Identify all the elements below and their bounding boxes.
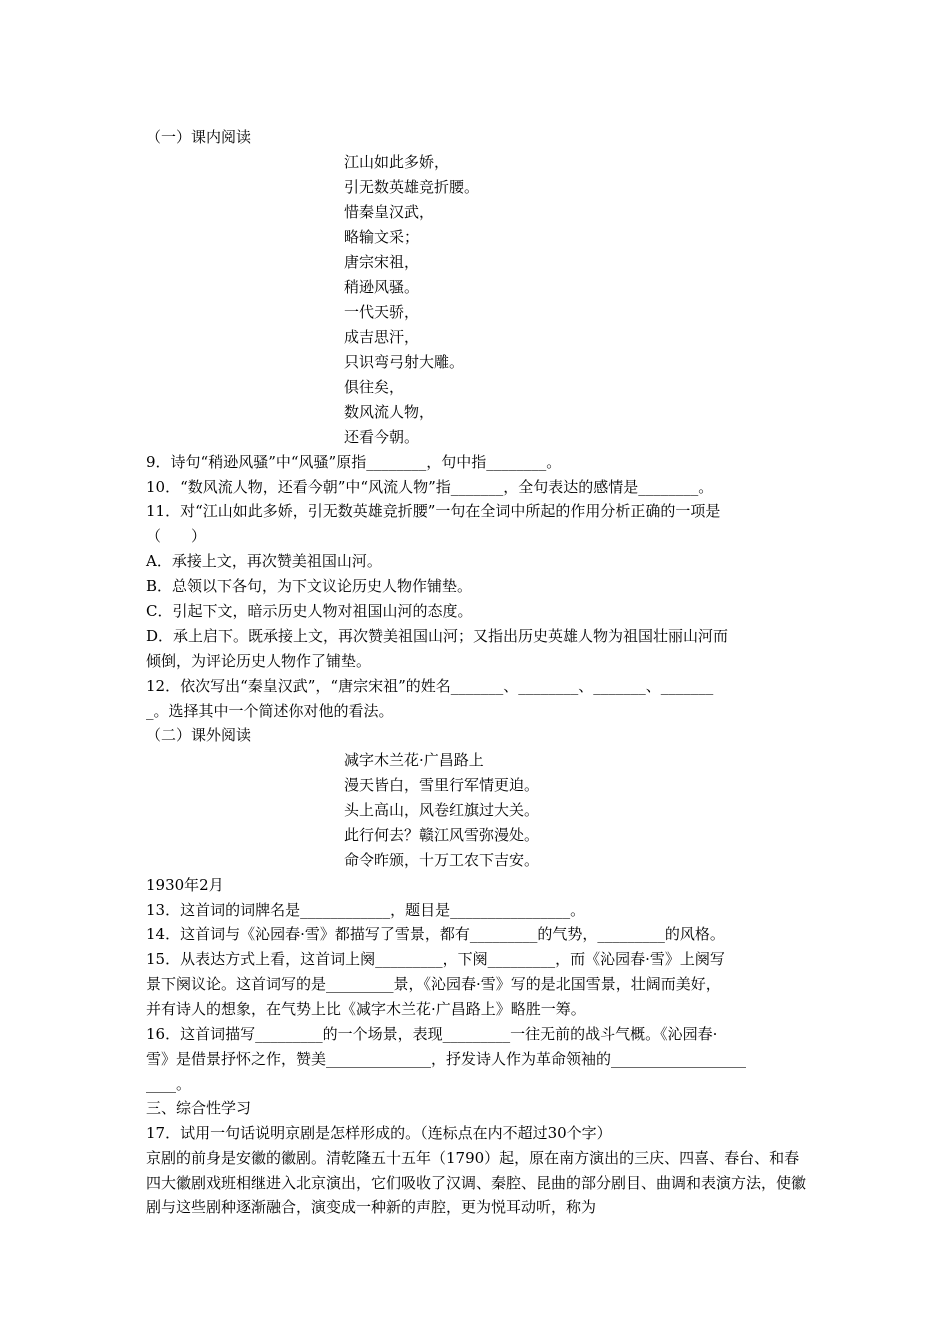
poem-line: 只识弯弓射大雕。: [344, 353, 465, 371]
question-15: 15．从表达方式上看，这首词上阕_________，下阕_________，而《沁园春·雪》上阕写: [146, 950, 725, 968]
poem-line: 俱往矣，: [344, 378, 405, 396]
question-16: 16．这首词描写_________的一个场景，表现_________一往无前的战斗气概。《沁园春·: [146, 1025, 718, 1043]
question-15-cont: 景下阕议论。这首词写的是_________景，《沁园春·雪》写的是北国雪景，壮阔而美好，: [146, 975, 721, 993]
question-14: 14．这首词与《沁园春·雪》都描写了雪景，都有_________的气势，_________的风格。: [146, 925, 725, 943]
poem-line: 此行何去？赣江风雪弥漫处。: [344, 826, 540, 844]
option-b: B．总领以下各句，为下文议论历史人物作铺垫。: [146, 577, 473, 595]
option-a: A．承接上文，再次赞美祖国山河。: [146, 552, 382, 570]
poem-line: 还看今朝。: [344, 428, 420, 446]
question-11-stem: 11．对“江山如此多娇，引无数英雄竞折腰”一句在全词中所起的作用分析正确的一项是: [146, 502, 721, 520]
section-heading: （二）课外阅读: [146, 726, 252, 744]
poem-line: 成吉思汗，: [344, 328, 420, 346]
question-17: 17．试用一句话说明京剧是怎样形成的。（连标点在内不超过30个字）: [146, 1124, 612, 1142]
question-15-cont: 并有诗人的想象，在气势上比《减字木兰花·广昌路上》略胜一筹。: [146, 1000, 586, 1018]
question-16-cont: ____。: [146, 1075, 192, 1093]
question-16-cont: 雪》是借景抒怀之作，赞美______________，抒发诗人作为革命领袖的__________________: [146, 1050, 747, 1068]
poem-line: 漫天皆白，雪里行军情更迫。: [344, 776, 540, 794]
question-11-paren: （ ）: [146, 527, 207, 545]
option-d-cont: 倾倒，为评论历史人物作了铺垫。: [146, 652, 372, 670]
poem-line: 唐宗宋祖，: [344, 253, 420, 271]
poem-title: 减字木兰花·广昌路上: [344, 751, 484, 769]
poem-line: 头上高山，风卷红旗过大关。: [344, 801, 540, 819]
poem-date: 1930年2月: [146, 876, 224, 894]
poem-line: 命令昨颁，十万工农下吉安。: [344, 851, 540, 869]
question-13: 13．这首词的词牌名是____________，题目是________________。: [146, 901, 586, 919]
poem-line: 数风流人物，: [344, 403, 435, 421]
option-c: C．引起下文，暗示历史人物对祖国山河的态度。: [146, 602, 473, 620]
question-12-cont: _。选择其中一个简述你对他的看法。: [146, 702, 394, 720]
poem-line: 稍逊风骚。: [344, 278, 420, 296]
question-9: 9．诗句“稍逊风骚”中“风骚”原指________，句中指________。: [146, 453, 562, 471]
poem-line: 江山如此多娇，: [344, 153, 450, 171]
passage-paragraph: 京剧的前身是安徽的徽剧。清乾隆五十五年（1790）起，原在南方演出的三庆、四喜、春台、和春四大徽剧戏班相继进入北京演出，它们吸收了汉调、秦腔、昆曲的部分剧目、曲调和表演方法，使徽剧与这些剧种逐渐融合，演变成一种新的声腔，更为悦耳动听，称为: [146, 1149, 807, 1216]
section-heading: 三、综合性学习: [146, 1099, 252, 1117]
section-heading: （一）课内阅读: [146, 128, 252, 146]
option-d: D．承上启下。既承接上文，再次赞美祖国山河；又指出历史英雄人物为祖国壮丽山河而: [146, 627, 729, 645]
poem-line: 一代天骄，: [344, 303, 420, 321]
question-10: 10．“数风流人物，还看今朝”中“风流人物”指_______，全句表达的感情是________。: [146, 478, 714, 496]
question-12: 12．依次写出“秦皇汉武”，“唐宗宋祖”的姓名_______、________、_______、_______: [146, 677, 714, 695]
poem-line: 惜秦皇汉武，: [344, 203, 435, 221]
poem-line: 略输文采；: [344, 228, 420, 246]
poem-line: 引无数英雄竞折腰。: [344, 178, 480, 196]
